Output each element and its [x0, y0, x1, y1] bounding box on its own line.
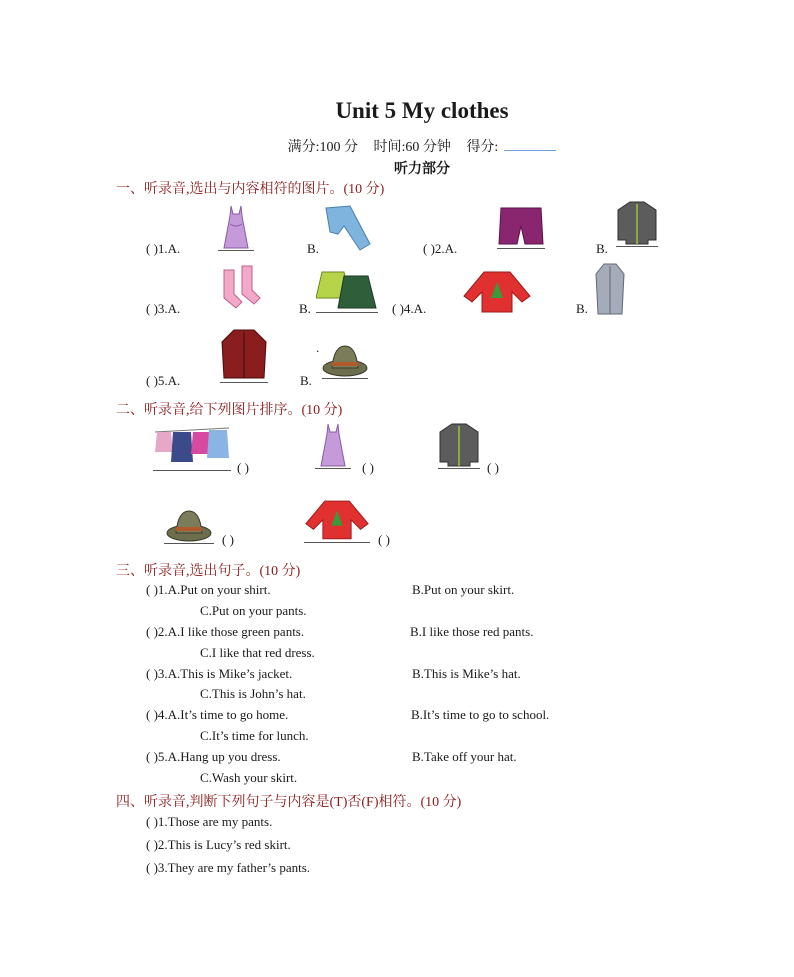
order-blank-3[interactable]: ( ): [487, 460, 499, 475]
shorts-image: [497, 204, 545, 249]
p3-q4-a: ( )4.A.It’s time to go home.: [146, 707, 289, 722]
order-blank-2[interactable]: ( ): [362, 460, 374, 475]
q1-a-label: ( )1.A.: [146, 241, 181, 256]
p3-q4-b: B.It’s time to go to school.: [411, 707, 550, 722]
stray-dot: .: [316, 340, 320, 355]
q2-b-label: B.: [596, 241, 608, 256]
order-blank-5[interactable]: ( ): [378, 532, 390, 547]
exam-meta: [0, 136, 794, 156]
dress-image-2: [315, 422, 351, 469]
hat-image-2: [164, 505, 214, 544]
p3-q2-a: ( )2.A.I like those green pants.: [146, 624, 305, 639]
p3-q1-c: C.Put on your pants.: [200, 603, 307, 618]
p3-q5-c: C.Wash your skirt.: [200, 770, 298, 785]
listening-heading: 听力部分: [394, 162, 450, 177]
section-4-heading: 四、听录音,判断下列句子与内容是(T)否(F)相符。(10 分): [116, 795, 462, 810]
section-1-heading: 一、听录音,选出与内容相符的图片。(10 分): [116, 182, 385, 197]
p3-q1-b: B.Put on your skirt.: [412, 582, 515, 597]
p3-q5-b: B.Take off your hat.: [412, 749, 517, 764]
jeans-image: [322, 204, 374, 254]
jacket-image: [220, 328, 268, 383]
hat-image: [322, 340, 368, 379]
q5-a-label: ( )5.A.: [146, 373, 181, 388]
p3-q3-a: ( )3.A.This is Mike’s jacket.: [146, 666, 293, 681]
order-blank-1[interactable]: ( ): [237, 460, 249, 475]
skirts-image: [316, 266, 378, 313]
q3-a-label: ( )3.A.: [146, 301, 181, 316]
order-blank-4[interactable]: ( ): [222, 532, 234, 547]
p4-q2: ( )2.This is Lucy’s red skirt.: [146, 837, 291, 852]
score-blank[interactable]: [504, 138, 556, 151]
section-2-heading: 二、听录音,给下列图片排序。(10 分): [116, 403, 343, 418]
p3-q4-c: C.It’s time for lunch.: [200, 728, 309, 743]
coat-image: [594, 262, 626, 316]
p3-q3-c: C.This is John’s hat.: [200, 686, 306, 701]
time-limit: 时间:60 分钟: [373, 140, 451, 155]
p3-q1-a: ( )1.A.Put on your shirt.: [146, 582, 271, 597]
socks-image: [218, 264, 264, 312]
page-title: Unit 5 My clothes: [335, 98, 509, 123]
q3-b-label: B.: [299, 301, 311, 316]
clothesline-image: [153, 424, 231, 471]
full-score: 满分:100 分: [287, 140, 359, 155]
sweater-image-2: [304, 496, 370, 543]
q4-b-label: B.: [576, 301, 588, 316]
p3-q2-c: C.I like that red dress.: [200, 645, 315, 660]
q4-a-label: ( )4.A.: [392, 301, 427, 316]
score-label: 得分:: [466, 140, 499, 155]
sweater-image: [462, 268, 532, 314]
section-3-heading: 三、听录音,选出句子。(10 分): [116, 564, 301, 579]
dress-image: [218, 204, 254, 251]
p3-q3-b: B.This is Mike’s hat.: [412, 666, 521, 681]
q2-a-label: ( )2.A.: [423, 241, 458, 256]
p4-q1: ( )1.Those are my pants.: [146, 814, 273, 829]
p4-q3: ( )3.They are my father’s pants.: [146, 860, 311, 875]
shirt-image-2: [438, 422, 480, 469]
shirt-image: [616, 200, 658, 247]
p3-q5-a: ( )5.A.Hang up you dress.: [146, 749, 281, 764]
p3-q2-b: B.I like those red pants.: [410, 624, 534, 639]
q5-b-label: B.: [300, 373, 312, 388]
q1-b-label: B.: [307, 241, 319, 256]
